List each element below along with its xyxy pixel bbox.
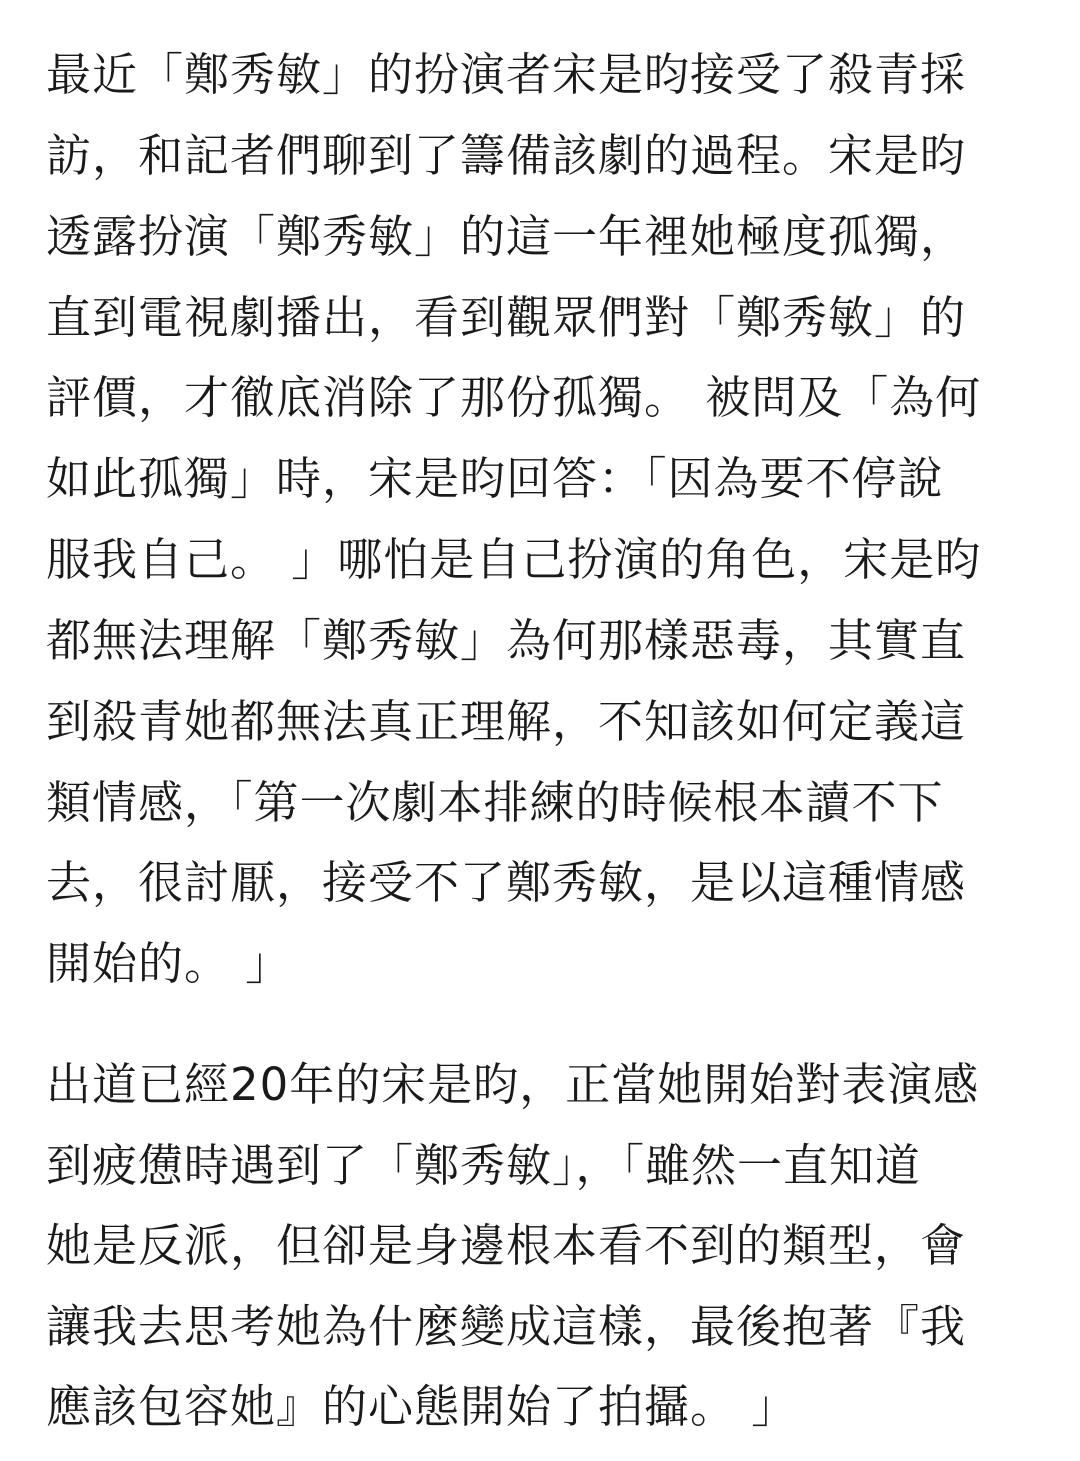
text-line: 最近「鄭秀敏」的扮演者宋是昀接受了殺青採 <box>46 48 967 101</box>
text-line: 開始的。 」 <box>46 937 292 990</box>
text-line: 到疲憊時遇到了「鄭秀敏」，「雖然一直知道 <box>46 1139 922 1192</box>
text-line: 應該包容她』的心態開始了拍攝。 」 <box>46 1380 798 1433</box>
text-line: 類情感，「第一次劇本排練的時候根本讀不下 <box>46 776 944 829</box>
text-line: 評價，才徹底消除了那份孤獨。 被問及「為何 <box>46 371 982 424</box>
text-line: 出道已經20年的宋是昀，正當她開始對表演感 <box>46 1058 980 1111</box>
text-line: 都無法理解「鄭秀敏」為何那樣惡毒，其實直 <box>46 614 967 667</box>
text-line: 去，很討厭，接受不了鄭秀敏，是以這種情感 <box>46 856 967 909</box>
text-line: 到殺青她都無法真正理解，不知該如何定義這 <box>46 695 967 748</box>
text-line: 透露扮演「鄭秀敏」的這一年裡她極度孤獨， <box>46 210 967 263</box>
text-line: 服我自己。 」哪怕是自己扮演的角色，宋是昀 <box>46 533 982 586</box>
text-line: 如此孤獨」時，宋是昀回答：「因為要不停說 <box>46 452 944 505</box>
text-line: 直到電視劇播出，看到觀眾們對「鄭秀敏」的 <box>46 291 967 344</box>
text-line: 訪，和記者們聊到了籌備該劇的過程。宋是昀 <box>46 129 967 182</box>
text-line: 讓我去思考她為什麼變成這樣，最後抱著『我 <box>46 1300 967 1353</box>
text-line: 她是反派，但卻是身邊根本看不到的類型，會 <box>46 1219 967 1272</box>
